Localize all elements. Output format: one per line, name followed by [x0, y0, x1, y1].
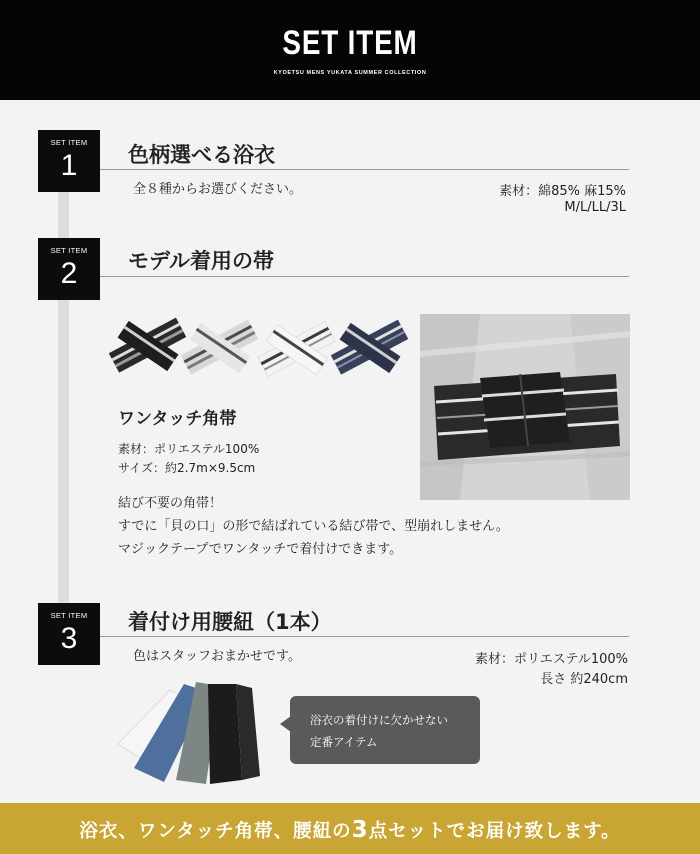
footer-suffix: 点セットでお届け致します。 — [368, 821, 621, 842]
header-title: SET ITEM — [282, 24, 418, 62]
bubble-line-1: 浴衣の着付けに欠かせない — [310, 713, 448, 727]
koshihimo-cords-photo — [110, 676, 275, 788]
obi-feature-1: 結び不要の角帯！ — [118, 496, 223, 511]
badge-label: SET ITEM — [50, 611, 88, 620]
badge-label: SET ITEM — [50, 246, 88, 255]
model-wearing-obi-photo — [420, 314, 630, 500]
section-1-material: 素材：綿85% 麻15% — [499, 184, 626, 199]
section-1-divider — [100, 169, 629, 170]
obi-product-name: ワンタッチ角帯 — [118, 409, 237, 429]
section-1-badge — [38, 130, 100, 192]
section-3-length: 長さ 約240cm — [540, 672, 628, 687]
section-2-divider — [100, 276, 629, 277]
obi-size: サイズ：約2.7m×9.5cm — [118, 461, 256, 475]
badge-label: SET ITEM — [50, 138, 88, 147]
header-subtitle: KYOETSU MENS YUKATA SUMMER COLLECTION — [273, 70, 427, 76]
footer-message — [0, 817, 700, 843]
badge-number: 3 — [60, 622, 78, 655]
footer-prefix: 浴衣、ワンタッチ角帯、腰紐の — [79, 821, 352, 842]
section-3-divider — [100, 636, 629, 637]
obi-swatch-black — [108, 310, 188, 382]
section-1-title: 色柄選べる浴衣 — [128, 143, 275, 167]
obi-feature-3: マジックテープでワンタッチで着付けできます。 — [118, 542, 403, 557]
section-1-description: 全８種からお選びください。 — [133, 182, 303, 197]
badge-number: 2 — [60, 257, 78, 290]
footer-count: 3 — [351, 817, 369, 843]
section-2-badge — [38, 238, 100, 300]
obi-swatch-grey — [180, 312, 260, 384]
section-2-title: モデル着用の帯 — [128, 249, 274, 273]
bubble-line-2: 定番アイテム — [310, 735, 378, 749]
footer-banner — [0, 803, 700, 854]
obi-feature-2: すでに「貝の口」の形で結ばれている結び帯で、型崩れしません。 — [118, 519, 509, 534]
section-3-title: 着付け用腰紐（1本） — [128, 610, 332, 634]
obi-swatch-white — [257, 314, 337, 386]
speech-bubble — [290, 696, 480, 764]
section-3-material: 素材：ポリエステル100% — [475, 652, 628, 667]
section-1-sizes: M/L/LL/3L — [564, 200, 626, 215]
badge-number: 1 — [60, 149, 78, 182]
header-banner — [0, 0, 700, 100]
obi-material: 素材：ポリエステル100% — [118, 442, 260, 456]
section-3-description: 色はスタッフおまかせです。 — [133, 649, 301, 664]
section-3-badge — [38, 603, 100, 665]
obi-swatch-navy — [330, 312, 410, 384]
